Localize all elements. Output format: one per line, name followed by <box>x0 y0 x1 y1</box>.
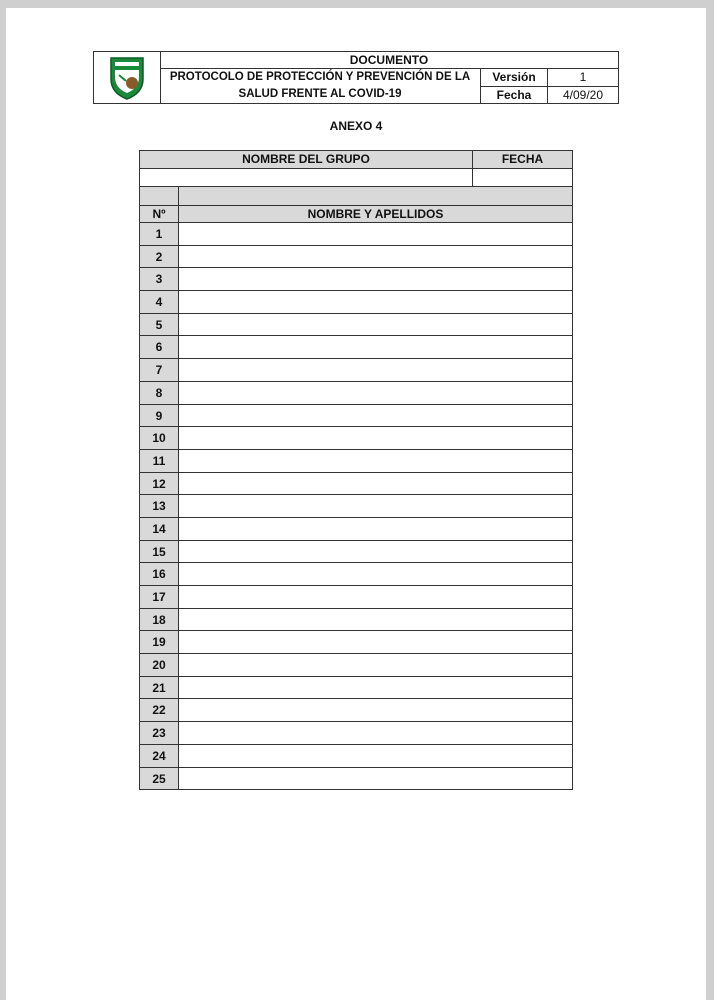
date-value: 4/09/20 <box>562 88 604 102</box>
row-number: 10 <box>140 427 179 449</box>
name-field[interactable] <box>179 631 572 653</box>
name-field[interactable] <box>179 427 572 449</box>
table-row <box>140 267 572 290</box>
document-page <box>6 8 706 1000</box>
table-row <box>140 358 572 381</box>
table-row <box>140 562 572 585</box>
table-row <box>140 744 572 767</box>
name-field[interactable] <box>179 291 572 313</box>
logo-cell <box>94 52 161 103</box>
row-number: 16 <box>140 563 179 585</box>
table-row <box>140 517 572 540</box>
name-field[interactable] <box>179 450 572 472</box>
name-field[interactable] <box>179 677 572 699</box>
row-number: 14 <box>140 518 179 540</box>
row-number: 5 <box>140 314 179 336</box>
annex-title: ANEXO 4 <box>329 119 383 133</box>
group-date-header: FECHA <box>501 152 544 166</box>
row-number: 12 <box>140 473 179 495</box>
name-field[interactable] <box>179 495 572 517</box>
names-table-spacer-row <box>140 187 572 205</box>
table-row <box>140 676 572 699</box>
table-row <box>140 698 572 721</box>
group-name-field[interactable] <box>140 169 473 186</box>
name-column-header: NOMBRE Y APELLIDOS <box>179 206 572 222</box>
names-table <box>139 186 573 790</box>
group-table-header <box>140 151 572 168</box>
group-name-header: NOMBRE DEL GRUPO <box>140 151 473 168</box>
group-date-field[interactable] <box>473 169 572 186</box>
document-title-line1: PROTOCOLO DE PROTECCIÓN Y PREVENCIÓN DE LA <box>169 71 471 83</box>
spacer-number-cell <box>140 187 179 205</box>
name-field[interactable] <box>179 654 572 676</box>
group-table-entry-row <box>140 168 572 186</box>
name-field[interactable] <box>179 745 572 767</box>
name-field[interactable] <box>179 336 572 358</box>
group-table <box>139 150 573 187</box>
row-number: 7 <box>140 359 179 381</box>
row-number: 9 <box>140 405 179 427</box>
table-row <box>140 767 572 790</box>
row-number: 25 <box>140 768 179 790</box>
row-number: 18 <box>140 609 179 631</box>
table-row <box>140 290 572 313</box>
table-row <box>140 608 572 631</box>
document-title-line2: SALUD FRENTE AL COVID-19 <box>238 88 402 100</box>
name-field[interactable] <box>179 314 572 336</box>
name-field[interactable] <box>179 609 572 631</box>
date-label: Fecha <box>481 87 548 103</box>
name-field[interactable] <box>179 563 572 585</box>
table-row <box>140 630 572 653</box>
table-row <box>140 313 572 336</box>
document-label: DOCUMENTO <box>160 52 618 69</box>
name-field[interactable] <box>179 722 572 744</box>
row-number: 13 <box>140 495 179 517</box>
table-row <box>140 404 572 427</box>
table-row <box>140 381 572 404</box>
row-number: 2 <box>140 246 179 268</box>
table-row <box>140 472 572 495</box>
row-number: 1 <box>140 223 179 245</box>
table-row <box>140 245 572 268</box>
names-table-header <box>140 205 572 222</box>
row-number: 23 <box>140 722 179 744</box>
school-shield-logo-icon <box>108 55 146 101</box>
row-number: 20 <box>140 654 179 676</box>
table-row <box>140 494 572 517</box>
table-row <box>140 540 572 563</box>
name-field[interactable] <box>179 246 572 268</box>
table-row <box>140 426 572 449</box>
row-number: 15 <box>140 541 179 563</box>
name-field[interactable] <box>179 586 572 608</box>
spacer-name-cell <box>179 187 572 205</box>
name-field[interactable] <box>179 268 572 290</box>
version-value: 1 <box>579 70 587 84</box>
name-field[interactable] <box>179 473 572 495</box>
document-header-table <box>93 51 619 104</box>
version-label: Versión <box>481 69 548 86</box>
row-number: 24 <box>140 745 179 767</box>
table-row <box>140 222 572 245</box>
version-row <box>481 69 618 87</box>
row-number: 17 <box>140 586 179 608</box>
name-field[interactable] <box>179 223 572 245</box>
name-field[interactable] <box>179 518 572 540</box>
row-number: 6 <box>140 336 179 358</box>
name-field[interactable] <box>179 541 572 563</box>
date-row <box>481 87 618 103</box>
row-number: 8 <box>140 382 179 404</box>
number-column-header: Nº <box>140 206 179 222</box>
name-field[interactable] <box>179 699 572 721</box>
row-number: 3 <box>140 268 179 290</box>
row-number: 19 <box>140 631 179 653</box>
row-number: 4 <box>140 291 179 313</box>
table-row <box>140 449 572 472</box>
row-number: 21 <box>140 677 179 699</box>
name-field[interactable] <box>179 359 572 381</box>
row-number: 11 <box>140 450 179 472</box>
name-field[interactable] <box>179 405 572 427</box>
table-row <box>140 653 572 676</box>
name-field[interactable] <box>179 382 572 404</box>
row-number: 22 <box>140 699 179 721</box>
table-row <box>140 721 572 744</box>
table-row <box>140 585 572 608</box>
name-field[interactable] <box>179 768 572 790</box>
table-row <box>140 335 572 358</box>
document-title <box>160 69 481 103</box>
